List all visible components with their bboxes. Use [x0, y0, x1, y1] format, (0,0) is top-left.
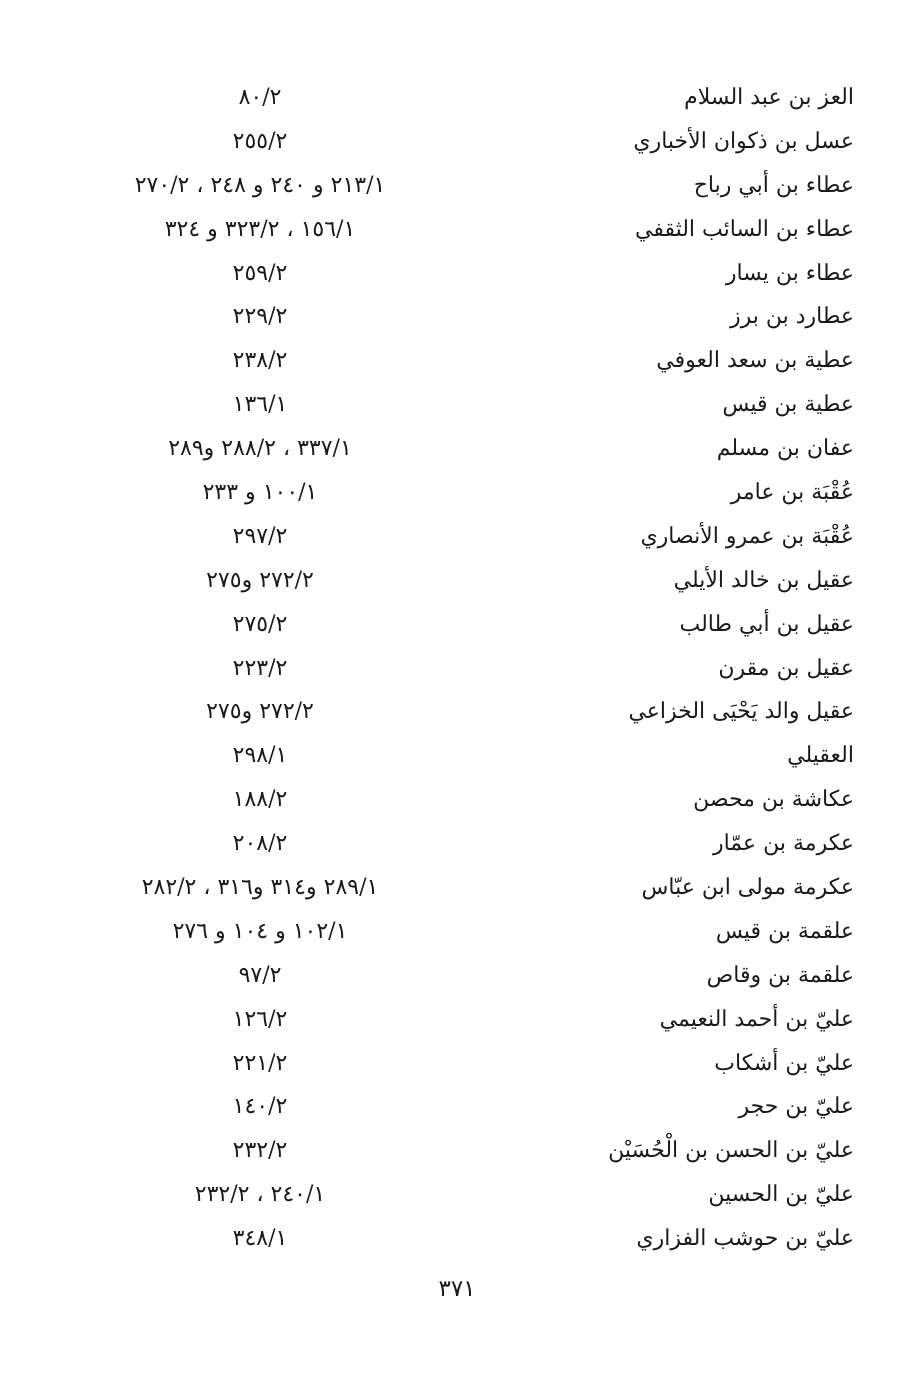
entry-references: ٢٣٨/٢ [232, 348, 288, 374]
entry-references: ٢٥٥/٢ [232, 128, 288, 154]
entry-name: عطاء بن يسار [725, 260, 854, 286]
index-entry [100, 471, 860, 515]
index-entry [100, 1085, 860, 1129]
index-entry [100, 690, 860, 734]
index-entry [100, 427, 860, 471]
entry-name: عطية بن قيس [722, 392, 854, 418]
entry-references: ١٣٦/١ [232, 392, 288, 418]
index-entry [100, 252, 860, 296]
entry-name: عليّ بن حجر [738, 1094, 854, 1120]
index-entry [100, 295, 860, 339]
entry-name: عطاء بن السائب الثقفي [635, 216, 854, 242]
entry-name: عليّ بن الحسين [708, 1182, 854, 1208]
entry-name: عليّ بن أشكاب [714, 1050, 854, 1076]
index-entry [100, 383, 860, 427]
page-number: ٣٧١ [438, 1276, 476, 1302]
entry-name: عكاشة بن محصن [693, 787, 854, 813]
index-entries [100, 76, 860, 1261]
index-entry [100, 603, 860, 647]
entry-name: عطاء بن أبي رباح [693, 172, 854, 198]
entry-references: ٢٧٢/٢ و٢٧٥ [206, 699, 314, 725]
index-entry [100, 647, 860, 691]
index-entry [100, 1042, 860, 1086]
index-entry [100, 954, 860, 998]
entry-name: عطية بن سعد العوفي [656, 348, 854, 374]
index-entry [100, 515, 860, 559]
index-entry [100, 1217, 860, 1261]
index-entry [100, 822, 860, 866]
entry-references: ٣٣٧/١ ، ٢٨٨/٢ و٢٨٩ [168, 436, 352, 462]
entry-references: ١٠٢/١ و ١٠٤ و ٢٧٦ [172, 918, 348, 944]
entry-references: ٢٣٢/٢ [232, 1138, 288, 1164]
entry-name: عليّ بن حوشب الفزاري [636, 1226, 854, 1252]
entry-references: ٢٧٢/٢ و٢٧٥ [206, 567, 314, 593]
entry-name: عسل بن ذكوان الأخباري [633, 128, 854, 154]
entry-name: عُقْبَة بن عامر [730, 480, 854, 506]
entry-name: عُقْبَة بن عمرو الأنصاري [640, 523, 854, 549]
entry-references: ٢١٣/١ و ٢٤٠ و ٢٤٨ ، ٢٧٠/٢ [134, 172, 386, 198]
index-entry [100, 998, 860, 1042]
entry-name: عقيل بن مقرن [718, 655, 854, 681]
entry-name: عفان بن مسلم [716, 436, 854, 462]
entry-name: عقيل والد يَحْيَى الخزاعي [628, 699, 854, 725]
entry-references: ١٨٨/٢ [232, 787, 288, 813]
entry-references: ٢٧٥/٢ [232, 611, 288, 637]
entry-name: علقمة بن وقاص [706, 962, 854, 988]
entry-references: ١٥٦/١ ، ٣٢٣/٢ و ٣٢٤ [164, 216, 356, 242]
entry-references: ٢٩٨/١ [232, 743, 288, 769]
entry-references: ٣٤٨/١ [232, 1226, 288, 1252]
entry-references: ٨٠/٢ [238, 85, 282, 110]
entry-references: ١٢٦/٢ [232, 1006, 288, 1032]
entry-name: عليّ بن الحسن بن الْحُسَيْن [608, 1138, 854, 1164]
entry-name: عقيل بن خالد الأيلي [673, 567, 854, 593]
entry-references: ٩٧/٢ [238, 962, 282, 988]
entry-name: العقيلي [787, 743, 854, 769]
entry-references: ١٤٠/٢ [232, 1094, 288, 1120]
index-entry [100, 208, 860, 252]
entry-references: ٢٠٨/٢ [232, 831, 288, 857]
index-entry [100, 734, 860, 778]
entry-name: عكرمة مولى ابن عبّاس [641, 875, 854, 901]
entry-references: ٢٩٧/٢ [232, 523, 288, 549]
entry-name: العز بن عبد السلام [684, 85, 854, 110]
entry-references: ٢٢١/٢ [232, 1050, 288, 1076]
entry-references: ٢٤٠/١ ، ٢٣٢/٢ [194, 1182, 326, 1208]
entry-references: ١٠٠/١ و ٢٣٣ [202, 480, 318, 506]
index-entry [100, 1129, 860, 1173]
index-entry [100, 164, 860, 208]
index-entry [100, 866, 860, 910]
index-entry [100, 910, 860, 954]
entry-name: عقيل بن أبي طالب [679, 611, 854, 637]
index-entry [100, 76, 860, 120]
index-entry [100, 778, 860, 822]
entry-name: علقمة بن قيس [715, 918, 854, 944]
entry-references: ٢٢٣/٢ [232, 655, 288, 681]
index-entry [100, 1173, 860, 1217]
entry-name: عليّ بن أحمد النعيمي [659, 1006, 854, 1032]
entry-name: عكرمة بن عمّار [712, 831, 854, 857]
index-entry [100, 120, 860, 164]
entry-name: عطارد بن برز [729, 304, 854, 330]
entry-references: ٢٢٩/٢ [232, 304, 288, 330]
entry-references: ٢٨٩/١ و٣١٤ و٣١٦ ، ٢٨٢/٢ [141, 875, 379, 901]
index-entry [100, 559, 860, 603]
entry-references: ٢٥٩/٢ [232, 260, 288, 286]
index-entry [100, 339, 860, 383]
